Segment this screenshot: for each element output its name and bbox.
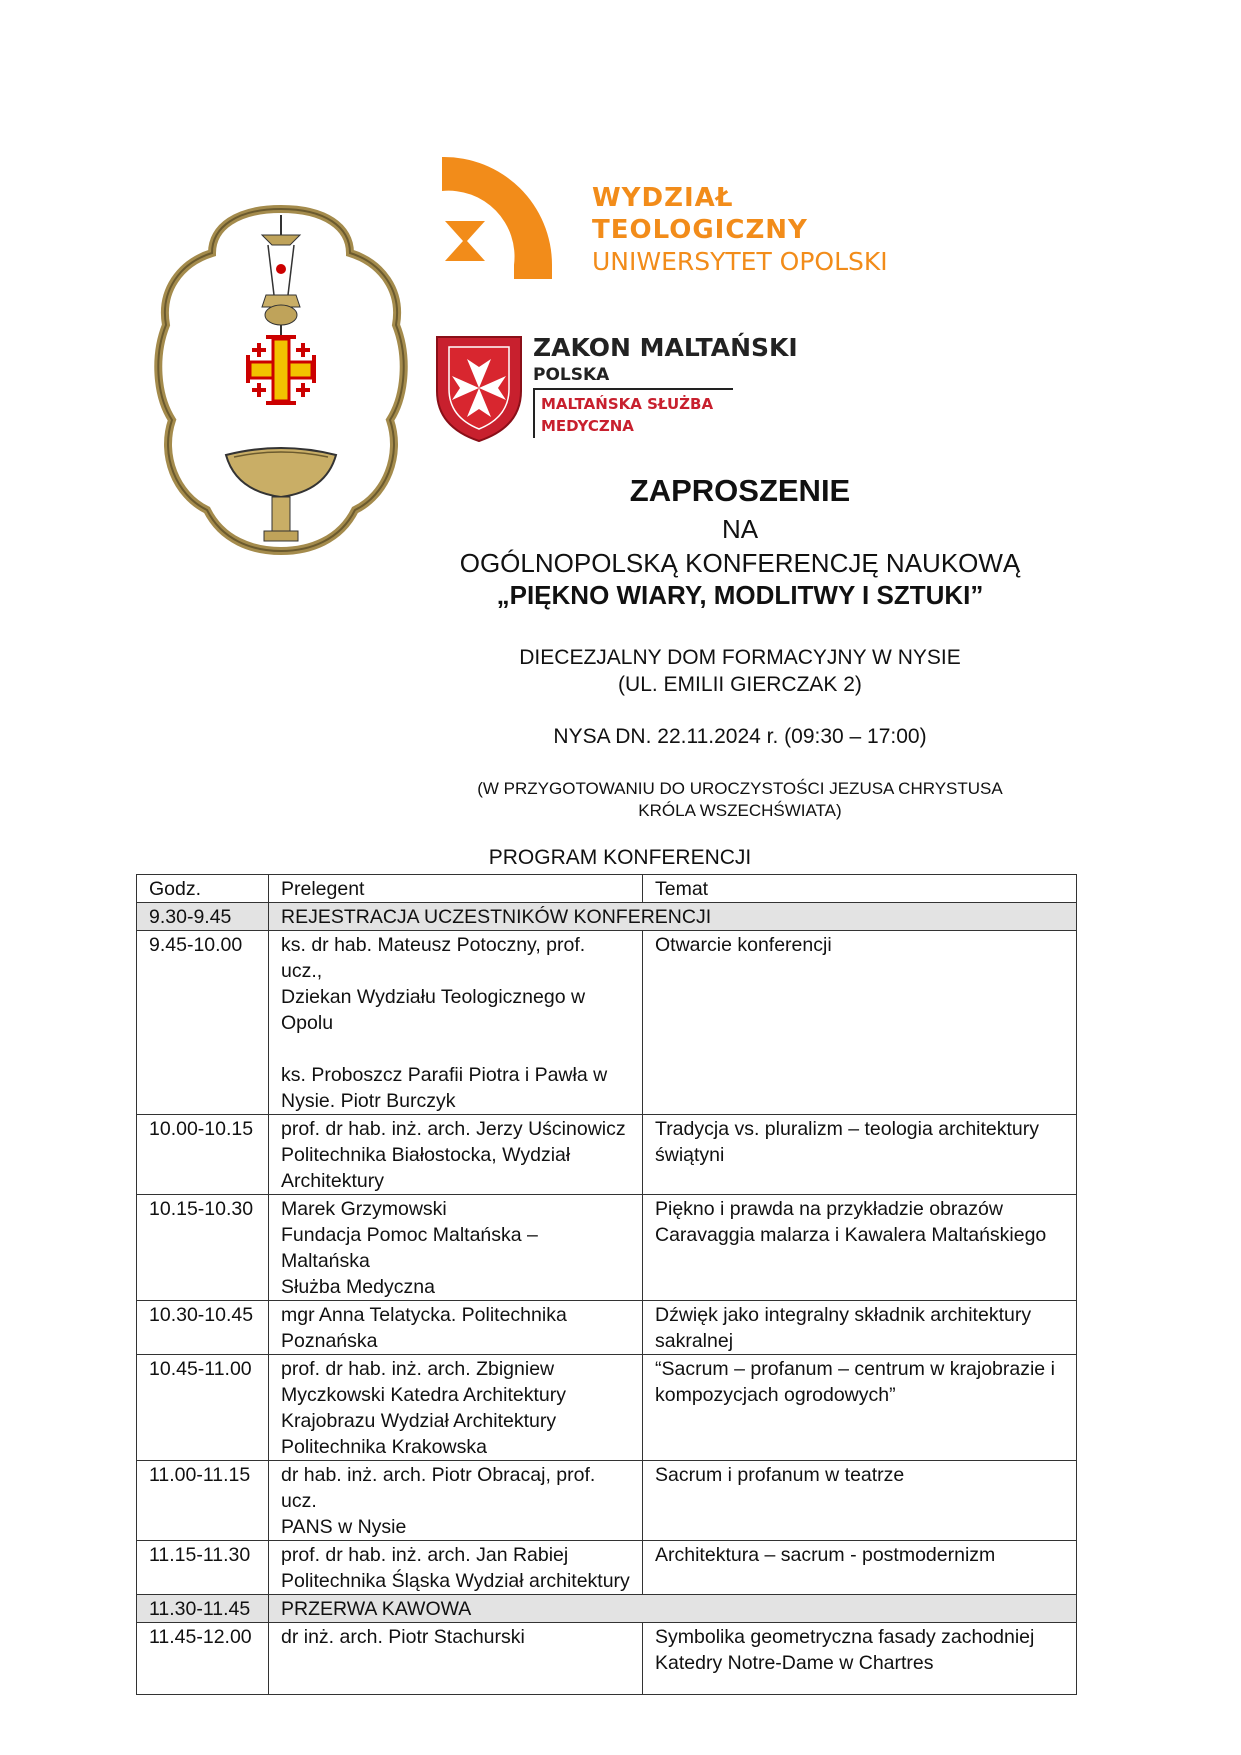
- table-row: [137, 1623, 1077, 1695]
- row-time: 10.30-10.45: [137, 1301, 269, 1355]
- row-topic-cell: [643, 1301, 1077, 1355]
- row-speaker: Marek Grzymowski Fundacja Pomoc Maltańska – Maltańska Służba Medyczna: [281, 1198, 538, 1298]
- row-topic: Architektura – sacrum - postmodernizm: [655, 1544, 996, 1566]
- faculty-name-line2: TEOLOGICZNY: [592, 215, 808, 245]
- row-time: 11.45-12.00: [137, 1623, 269, 1695]
- row-speaker-cell: [269, 1461, 643, 1541]
- faculty-logo: [440, 155, 960, 285]
- row-time: 11.00-11.15: [137, 1461, 269, 1541]
- malta-name-line1: ZAKON MALTAŃSKI: [533, 333, 798, 362]
- header-speaker: Prelegent: [269, 875, 643, 903]
- table-header-row: [137, 875, 1077, 903]
- invitation-title: ZAPROSZENIE: [629, 473, 851, 508]
- header-time: Godz.: [137, 875, 269, 903]
- table-row: [137, 903, 1077, 931]
- malta-divider: [533, 388, 733, 390]
- table-row: [137, 1355, 1077, 1461]
- row-speaker-cell: [269, 1541, 643, 1595]
- row-time: 10.45-11.00: [137, 1355, 269, 1461]
- row-time: 10.00-10.15: [137, 1115, 269, 1195]
- university-name: UNIWERSYTET OPOLSKI: [592, 247, 888, 276]
- row-topic-cell: [643, 931, 1077, 1115]
- row-topic-cell: [643, 1623, 1077, 1695]
- program-title: PROGRAM KONFERENCJI: [488, 846, 752, 869]
- row-topic-cell: [643, 1541, 1077, 1595]
- row-topic-cell: [643, 1195, 1077, 1301]
- row-speaker: prof. dr hab. inż. arch. Zbigniew Myczkowski Katedra Architektury Krajobrazu Wydział Architektury Politechnika Krakowska: [281, 1358, 567, 1458]
- row-speaker-cell: [269, 931, 643, 1115]
- row-time: 9.30-9.45: [137, 903, 269, 931]
- program-table: [136, 874, 1077, 1695]
- row-event: REJESTRACJA UCZESTNIKÓW KONFERENCJI: [269, 903, 1077, 931]
- table-row: [137, 1461, 1077, 1541]
- maltese-order-logo: [433, 333, 798, 443]
- row-speaker: prof. dr hab. inż. arch. Jerzy Uścinowicz Politechnika Białostocka, Wydział Architektury: [281, 1118, 626, 1192]
- row-time: 11.15-11.30: [137, 1541, 269, 1595]
- row-speaker-cell: [269, 1355, 643, 1461]
- malta-service-line1: MALTAŃSKA SŁUŻBA: [541, 395, 714, 413]
- malta-service-line2: MEDYCZNA: [541, 417, 634, 435]
- row-speaker: ks. dr hab. Mateusz Potoczny, prof. ucz., Dziekan Wydziału Teologicznego w Opolu ks. Proboszcz Parafii Piotra i Pawła w Nysie. Piotr Burczyk: [281, 934, 608, 1112]
- row-time: 9.45-10.00: [137, 931, 269, 1115]
- row-topic-cell: [643, 1461, 1077, 1541]
- row-topic: “Sacrum – profanum – centrum w krajobrazie i kompozycjach ogrodowych”: [655, 1358, 1055, 1406]
- faculty-mark-icon: [440, 155, 570, 285]
- invitation-na: NA: [721, 514, 759, 544]
- row-topic: Otwarcie konferencji: [655, 934, 832, 956]
- row-speaker-cell: [269, 1301, 643, 1355]
- table-row: [137, 931, 1077, 1115]
- row-time: 10.15-10.30: [137, 1195, 269, 1301]
- row-speaker-cell: [269, 1623, 643, 1695]
- row-speaker: prof. dr hab. inż. arch. Jan Rabiej Politechnika Śląska Wydział architektury: [281, 1544, 630, 1592]
- diocese-emblem: [150, 205, 412, 555]
- row-speaker: mgr Anna Telatycka. Politechnika Poznańska: [281, 1304, 567, 1352]
- occasion-line2: KRÓLA WSZECHŚWIATA): [638, 801, 842, 820]
- row-topic: Piękno i prawda na przykładzie obrazów Caravaggia malarza i Kawalera Maltańskiego: [655, 1198, 1047, 1246]
- faculty-name-line1: WYDZIAŁ: [592, 183, 734, 213]
- header-topic: Temat: [643, 875, 1077, 903]
- malta-divider-vertical: [533, 390, 535, 438]
- row-topic: Symbolika geometryczna fasady zachodniej Katedry Notre-Dame w Chartres: [655, 1626, 1035, 1674]
- row-speaker-cell: [269, 1195, 643, 1301]
- row-topic-cell: [643, 1355, 1077, 1461]
- row-topic: Sacrum i profanum w teatrze: [655, 1464, 905, 1486]
- venue-address: (UL. EMILII GIERCZAK 2): [618, 673, 862, 696]
- maltese-shield-icon: [433, 333, 525, 443]
- conference-name: OGÓLNOPOLSKĄ KONFERENCJĘ NAUKOWĄ: [459, 548, 1021, 578]
- table-row: [137, 1541, 1077, 1595]
- row-speaker: dr hab. inż. arch. Piotr Obracaj, prof. ucz. PANS w Nysie: [281, 1464, 596, 1538]
- occasion-line1: (W PRZYGOTOWANIU DO UROCZYSTOŚCI JEZUSA CHRYSTUSA: [477, 779, 1003, 798]
- row-speaker: dr inż. arch. Piotr Stachurski: [281, 1626, 525, 1648]
- row-time: 11.30-11.45: [137, 1595, 269, 1623]
- row-topic: Dźwięk jako integralny składnik architektury sakralnej: [655, 1304, 1032, 1352]
- event-date: NYSA DN. 22.11.2024 r. (09:30 – 17:00): [553, 725, 927, 748]
- row-topic: Tradycja vs. pluralizm – teologia architektury świątyni: [655, 1118, 1040, 1166]
- row-speaker-cell: [269, 1115, 643, 1195]
- table-row: [137, 1301, 1077, 1355]
- table-row: [137, 1115, 1077, 1195]
- malta-name-line2: POLSKA: [533, 365, 610, 385]
- table-row: [137, 1195, 1077, 1301]
- conference-theme: „PIĘKNO WIARY, MODLITWY I SZTUKI”: [496, 580, 984, 610]
- table-row: [137, 1595, 1077, 1623]
- row-event: PRZERWA KAWOWA: [269, 1595, 1077, 1623]
- venue-name: DIECEZJALNY DOM FORMACYJNY W NYSIE: [519, 646, 961, 669]
- row-topic-cell: [643, 1115, 1077, 1195]
